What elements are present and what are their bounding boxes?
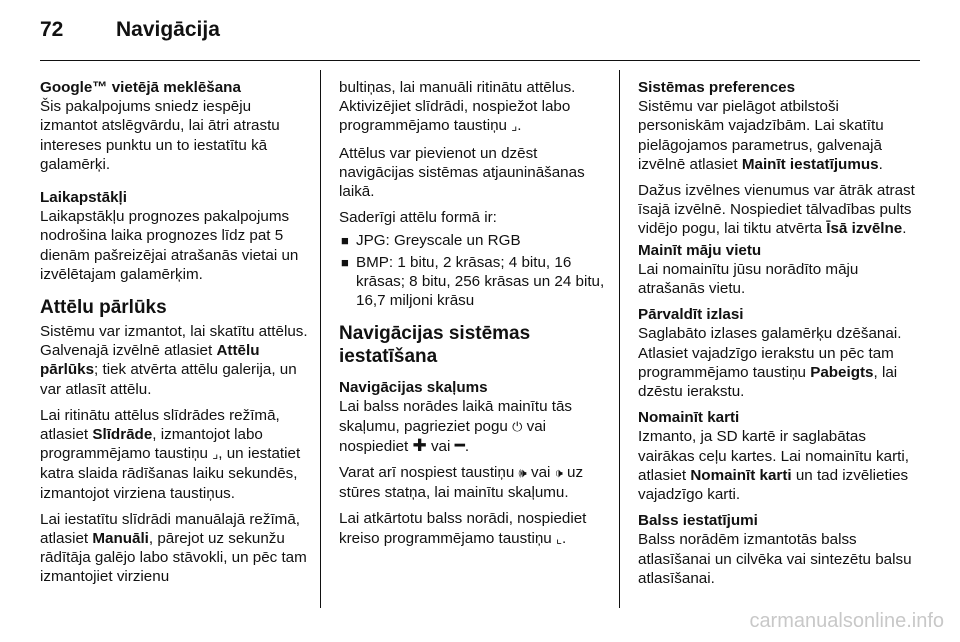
text: Lai iestatītu slīdrādi manuālajā režīmā, atlasiet <box>40 510 301 548</box>
photo-viewer-para-3 <box>40 510 312 587</box>
text: Sistēmu var izmantot, lai skatītu attēlus. Galvenajā izvēlnē atlasiet <box>40 323 308 360</box>
short-menu-label: Īsā izvēlne <box>826 220 903 238</box>
column-2 <box>339 78 611 556</box>
text: vai <box>426 437 455 455</box>
text: Saglabāto izlases galamērķu dzēšanai. Atlasiet vajadzīgo ierakstu un pēc tam programmējamo taustiņu <box>638 325 902 381</box>
list-item <box>339 253 611 311</box>
text: Dažus izvēlnes vienumus var ātrāk atrast īsajā izvēlnē. Nospiediet tālvadības pults vidējo pogu, lai tiktu atvērta <box>638 182 915 238</box>
photo-viewer-para-4 <box>339 78 611 137</box>
home-location-block <box>638 241 920 299</box>
photo-viewer-menu-label: Attēlu pārlūks <box>40 342 260 379</box>
text: Sistēmu var pielāgot atbilstoši personiskām vajadzībām. Lai skatītu pielāgojamos parametrus, galvenajā izvēlnē atlasiet <box>638 98 884 173</box>
short-menu-para <box>638 181 920 239</box>
weather-text: Laikapstākļu prognozes pakalpojums nodrošina laika prognozes līdz pat 5 dienām pašreizējai atrašanās vietai un izvēlētajam galamērķim. <box>40 208 299 283</box>
column-divider-2 <box>619 70 620 608</box>
text: , izmantojot labo programmējamo taustiņu <box>40 426 263 463</box>
plus-icon: ✚ <box>412 435 427 456</box>
nav-settings-heading: Navigācijas sistēmas iestatīšana <box>339 323 531 368</box>
right-softkey-icon: ⌟ <box>511 119 518 135</box>
change-map-block <box>638 408 920 504</box>
text: . <box>517 117 522 135</box>
list-item <box>339 231 611 250</box>
favourites-block <box>638 305 920 401</box>
google-search-title: Google™ vietējā meklēšana <box>40 79 241 96</box>
change-map-title: Nomainīt karti <box>638 409 740 427</box>
bullet-icon: ■ <box>341 254 349 270</box>
column-divider-1 <box>320 70 321 608</box>
text: vai <box>526 464 555 482</box>
text: , pārejot uz sekunžu rādītāja galējo labo stāvokli, un pēc tam izmantojiet virzienu <box>40 530 307 586</box>
left-softkey-icon: ⌞ <box>555 531 563 547</box>
page-title: Navigācija <box>116 18 220 41</box>
steering-volume-para <box>339 463 611 502</box>
text: . <box>562 529 567 547</box>
home-location-title: Mainīt māju vietu <box>638 241 762 259</box>
photo-viewer-heading: Attēlu pārlūks <box>40 297 167 319</box>
page-header <box>40 18 920 58</box>
text: Varat arī nospiest taustiņu <box>339 464 519 482</box>
text: , un iestatiet katra slaida rādīšanas laiku sekundēs, izmantojot virziena taustiņus. <box>40 445 301 502</box>
favourites-title: Pārvaldīt izlasi <box>638 306 744 324</box>
watermark: carmanualsonline.info <box>749 610 944 632</box>
header-divider <box>40 60 920 61</box>
volume-up-icon: 🕪 <box>518 466 527 482</box>
bullet-icon: ■ <box>341 233 349 249</box>
system-prefs-block <box>638 78 920 174</box>
repeat-voice-para <box>339 509 611 548</box>
text: . <box>878 155 883 173</box>
weather-block <box>40 188 312 284</box>
voice-settings-title: Balss iestatījumi <box>638 512 758 530</box>
weather-title: Laikapstākļi <box>40 189 127 207</box>
text: Lai nomainītu jūsu norādīto māju atrašanās vietu. <box>638 260 859 298</box>
nav-volume-block <box>339 378 611 456</box>
text: JPG: Greyscale un RGB <box>356 232 521 250</box>
text: Lai ritinātu attēlus slīdrādes režīmā, atlasiet <box>40 406 280 444</box>
system-prefs-title: Sistēmas preferences <box>638 79 796 96</box>
slideshow-label: Slīdrāde <box>92 426 153 444</box>
format-list <box>339 231 611 310</box>
nav-volume-title: Navigācijas skaļums <box>339 379 488 397</box>
photo-viewer-para-2 <box>40 406 312 503</box>
voice-settings-block <box>638 511 920 588</box>
minus-icon: ━ <box>454 435 465 456</box>
text: Lai atkārtotu balss norādi, nospiediet kreiso programmējamo taustiņu <box>339 510 587 547</box>
text: ; tiek atvērta attēlu galerija, un var atlasīt attēlu. <box>40 361 297 398</box>
manual-label: Manuāli <box>92 530 149 548</box>
text: . <box>902 220 907 238</box>
photo-viewer-para-6: Saderīgi attēlu formā ir: <box>339 209 497 227</box>
change-settings-label: Mainīt iestatījumus <box>741 155 879 173</box>
text: Balss norādēm izmantotās balss atlasīšanai un cilvēka vai sintezētu balsu atlasīšanai. <box>638 531 912 587</box>
photo-viewer-para-5: Attēlus var pievienot un dzēst navigācijas sistēmas atjaunināšanas laikā. <box>339 144 585 201</box>
text: BMP: 1 bitu, 2 krāsas; 4 bitu, 16 krāsas; 8 bitu, 256 krāsas un 24 bitu, 16,7 miljoni krāsu <box>356 253 605 310</box>
page-number: 72 <box>40 18 64 41</box>
column-1 <box>40 78 312 594</box>
right-softkey-icon: ⌟ <box>212 447 219 463</box>
google-search-block <box>40 78 312 174</box>
change-map-label: Nomainīt karti <box>690 466 792 484</box>
done-label: Pabeigts <box>810 363 874 381</box>
photo-viewer-para-1 <box>40 322 312 399</box>
volume-knob-icon: ⏻ <box>512 419 523 435</box>
text: un tad izvēlieties vajadzīgo karti. <box>638 466 909 504</box>
text: vai nospiediet <box>339 417 547 455</box>
text: Lai balss norādes laikā mainītu tās skaļumu, pagrieziet pogu <box>339 398 573 435</box>
google-search-text: Šis pakalpojums sniedz iespēju izmantot atslēgvārdu, lai ātri atrastu intereses punktu un to iestatītu kā galamērķi. <box>40 98 280 173</box>
text: uz stūres statņa, lai mainītu skaļumu. <box>339 464 584 502</box>
volume-down-icon: 🕩 <box>554 466 563 482</box>
column-3 <box>638 78 920 595</box>
text: . <box>464 437 470 455</box>
text: , lai dzēstu ierakstu. <box>638 363 898 401</box>
text: Izmanto, ja SD kartē ir saglabātas vairākas ceļu kartes. Lai nomainītu karti, atlasiet <box>638 428 909 484</box>
text: bultiņas, lai manuāli ritinātu attēlus. Aktivizējiet slīdrādi, nospiežot labo programmējamo taustiņu <box>339 79 576 135</box>
